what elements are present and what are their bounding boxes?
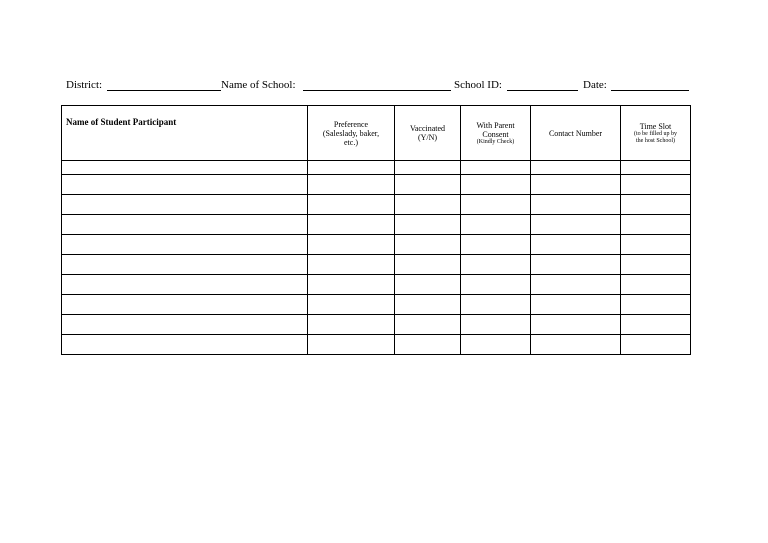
table-row [62,275,691,295]
time-slot-cell[interactable] [621,315,691,335]
student-name-cell[interactable] [62,335,308,355]
vaccinated-cell[interactable] [395,275,461,295]
vaccinated-cell[interactable] [395,295,461,315]
table-row [62,195,691,215]
table-row [62,295,691,315]
time-slot-header-line1: Time Slot [639,121,672,131]
table-row [62,255,691,275]
table-header-row [62,106,691,161]
preference-cell[interactable] [308,275,395,295]
preference-cell[interactable] [308,161,395,175]
consent-cell[interactable] [461,315,531,335]
vaccinated-cell[interactable] [395,315,461,335]
time-slot-cell[interactable] [621,275,691,295]
preference-cell[interactable] [308,335,395,355]
vaccinated-cell[interactable] [395,255,461,275]
consent-cell[interactable] [461,335,531,355]
date-blank[interactable] [611,90,689,91]
vaccinated-cell[interactable] [395,161,461,175]
time-slot-cell[interactable] [621,255,691,275]
consent-cell[interactable] [461,295,531,315]
school-name-label: Name of School: [221,79,296,91]
contact-header-label: Contact Number [548,128,603,138]
vaccinated-cell[interactable] [395,235,461,255]
district-blank[interactable] [107,90,221,91]
vaccinated-header-line1: Vaccinated [409,124,446,133]
school-id-label: School ID: [454,79,502,91]
consent-cell[interactable] [461,215,531,235]
consent-header-line2: Consent [482,129,509,139]
school-name-blank[interactable] [303,90,451,91]
student-name-cell[interactable] [62,255,308,275]
contact-number-cell[interactable] [531,315,621,335]
preference-header-line2: (Saleslady, baker, [322,128,380,138]
vaccinated-cell[interactable] [395,175,461,195]
consent-cell[interactable] [461,195,531,215]
contact-number-cell[interactable] [531,235,621,255]
time-slot-cell[interactable] [621,295,691,315]
student-name-cell[interactable] [62,275,308,295]
table-row [62,235,691,255]
time-slot-header-note2: the host School) [636,137,675,144]
col-header-time-slot [621,106,691,161]
time-slot-cell[interactable] [621,175,691,195]
vaccinated-cell[interactable] [395,215,461,235]
contact-number-cell[interactable] [531,215,621,235]
time-slot-header-note1: (to be filled up by [634,130,677,137]
preference-cell[interactable] [308,315,395,335]
contact-number-cell[interactable] [531,275,621,295]
table-row [62,215,691,235]
time-slot-cell[interactable] [621,235,691,255]
contact-number-cell[interactable] [531,175,621,195]
preference-header-line3: etc.) [344,137,358,147]
consent-header-note: (Kindly Check) [476,138,515,145]
col-header-contact-number [531,106,621,161]
vaccinated-cell[interactable] [395,335,461,355]
time-slot-cell[interactable] [621,335,691,355]
student-name-cell[interactable] [62,195,308,215]
preference-cell[interactable] [308,175,395,195]
preference-cell[interactable] [308,215,395,235]
time-slot-cell[interactable] [621,161,691,175]
consent-cell[interactable] [461,161,531,175]
form-header [66,78,690,94]
preference-cell[interactable] [308,235,395,255]
preference-cell[interactable] [308,255,395,275]
consent-cell[interactable] [461,255,531,275]
col-header-preference [308,106,395,161]
preference-cell[interactable] [308,195,395,215]
student-name-cell[interactable] [62,215,308,235]
contact-number-cell[interactable] [531,295,621,315]
student-name-cell[interactable] [62,295,308,315]
table-row [62,335,691,355]
time-slot-cell[interactable] [621,215,691,235]
col-header-vaccinated [395,106,461,161]
district-label: District: [66,79,103,91]
contact-number-cell[interactable] [531,255,621,275]
consent-header-line1: With Parent [476,120,515,130]
col-header-parent-consent [461,106,531,161]
contact-number-cell[interactable] [531,195,621,215]
vaccinated-header-line2: (Y/N) [417,133,438,142]
consent-cell[interactable] [461,175,531,195]
contact-number-cell[interactable] [531,161,621,175]
contact-number-cell[interactable] [531,335,621,355]
consent-cell[interactable] [461,235,531,255]
vaccinated-cell[interactable] [395,195,461,215]
student-name-cell[interactable] [62,315,308,335]
table-row [62,175,691,195]
date-label: Date: [583,79,607,91]
consent-cell[interactable] [461,275,531,295]
school-id-blank[interactable] [507,90,578,91]
preference-header-line1: Preference [333,119,369,129]
table-row [62,161,691,175]
participant-table [61,105,691,355]
col-header-student-name [62,106,308,161]
time-slot-cell[interactable] [621,195,691,215]
preference-cell[interactable] [308,295,395,315]
student-name-cell[interactable] [62,235,308,255]
col-header-student-name-label: Name of Student Participant [66,117,177,127]
table-body [62,161,691,355]
table-row [62,315,691,335]
student-name-cell[interactable] [62,175,308,195]
student-name-cell[interactable] [62,161,308,175]
